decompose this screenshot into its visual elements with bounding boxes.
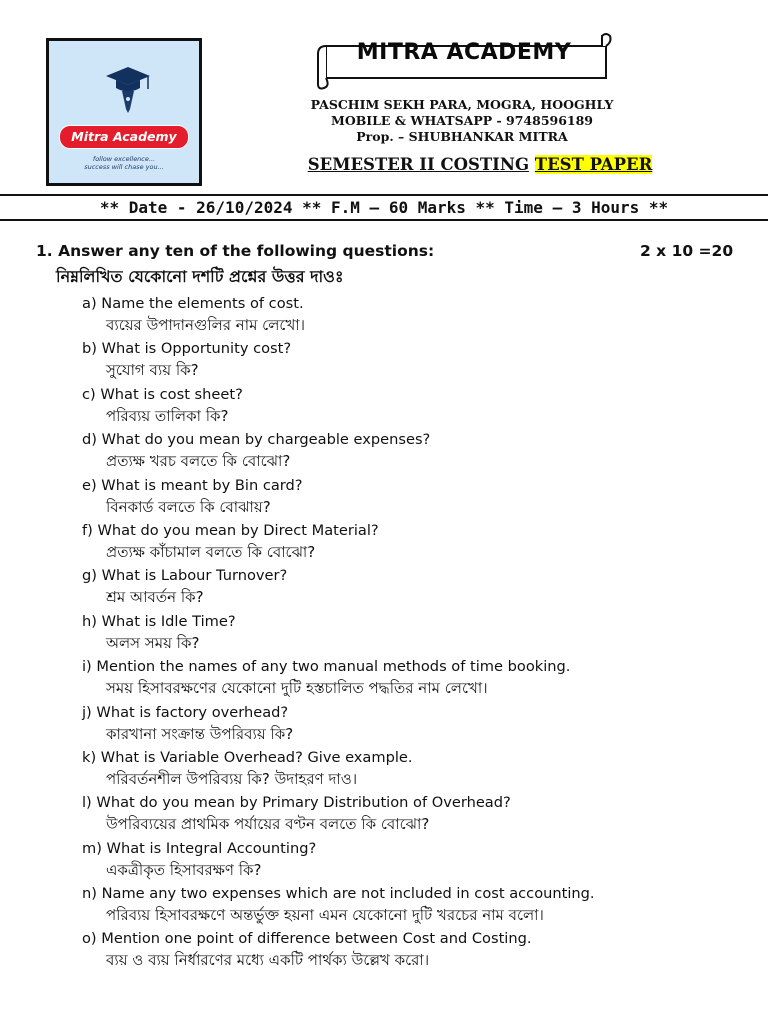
sub-question: [82, 385, 742, 430]
sub-question-english: k) What is Variable Overhead? Give example.: [82, 748, 413, 766]
sub-question-bengali: বিনকার্ড বলতে কি বোঝায়?: [106, 497, 271, 516]
graduation-cap-pen-icon: [104, 65, 152, 115]
sub-question: [82, 339, 742, 384]
sub-question-english: n) Name any two expenses which are not included in cost accounting.: [82, 885, 595, 903]
bottom-divider: [0, 219, 768, 221]
title-scroll-banner: [312, 30, 616, 90]
sub-question-english: c) What is cost sheet?: [82, 385, 243, 403]
sub-question-english: j) What is factory overhead?: [82, 703, 289, 721]
top-divider: [0, 194, 768, 196]
paper-title-highlight: TEST PAPER: [534, 155, 653, 174]
contact-line: MOBILE & WHATSAPP - 9748596189: [331, 113, 593, 128]
sub-question-bengali: সময় হিসাবরক্ষণের যেকোনো দুটি হস্তচালিত পদ্ধতির নাম লেখো।: [106, 679, 488, 698]
sub-question: [82, 430, 742, 475]
sub-question-english: a) Name the elements of cost.: [82, 295, 304, 312]
sub-question: [82, 612, 742, 657]
sub-question: [82, 839, 742, 884]
sub-question-bengali: ব্যয়ের উপাদানগুলির নাম লেখো।: [106, 316, 306, 334]
sub-question-bengali: প্রত্যক্ষ কাঁচামাল বলতে কি বোঝো?: [106, 542, 316, 561]
sub-question-english: b) What is Opportunity cost?: [82, 340, 292, 358]
logo-brand-label: Mitra Academy: [59, 125, 189, 149]
sub-question: [82, 294, 742, 339]
sub-question: [82, 748, 742, 793]
sub-question: [82, 703, 742, 748]
sub-question-bengali: ব্যয় ও ব্যয় নির্ধারণের মধ্যে একটি পার্থক্য উল্লেখ করো।: [106, 951, 430, 970]
question-heading: 1. Answer any ten of the following questions:: [36, 242, 435, 260]
sub-question: [82, 476, 742, 521]
sub-question: [82, 657, 742, 702]
paper-title: [276, 155, 684, 174]
sub-question-bengali: উপরিব্যয়ের প্রাথমিক পর্যায়ের বণ্টন বলতে কি বোঝো?: [106, 815, 430, 834]
sub-question-english: h) What is Idle Time?: [82, 612, 236, 630]
sub-question-english: m) What is Integral Accounting?: [82, 839, 317, 857]
proprietor-line: Prop. – SHUBHANKAR MITRA: [356, 129, 568, 144]
sub-question-english: g) What is Labour Turnover?: [82, 567, 288, 585]
logo-tagline: follow excellence... success will chase you...: [84, 155, 164, 171]
sub-question: [82, 929, 742, 974]
sub-question-bengali: পরিব্যয় তালিকা কি?: [106, 406, 229, 425]
sub-question-english: l) What do you mean by Primary Distribution of Overhead?: [82, 794, 511, 812]
question-heading-bengali: নিম্নলিখিত যেকোনো দশটি প্রশ্নের উত্তর দাওঃ: [56, 267, 344, 286]
address-line: PASCHIM SEKH PARA, MOGRA, HOOGHLY: [310, 97, 614, 112]
sub-question-bengali: একত্রীকৃত হিসাবরক্ষণ কি?: [106, 860, 262, 879]
sub-question-bengali: পরিব্যয় হিসাবরক্ষণে অন্তর্ভুক্ত হয়না এমন যেকোনো দুটি খরচের নাম বলো।: [106, 906, 544, 925]
sub-question-bengali: কারখানা সংক্রান্ত উপরিব্যয় কি?: [106, 724, 294, 743]
sub-question-english: f) What do you mean by Direct Material?: [82, 521, 379, 539]
sub-question-bengali: অলস সময় কি?: [106, 633, 200, 652]
sub-question-bengali: শ্রম আবর্তন কি?: [106, 588, 204, 607]
sub-question-list: [82, 294, 742, 975]
academy-logo: [46, 38, 202, 186]
exam-info-line: ** Date - 26/10/2024 ** F.M – 60 Marks ** Time – 3 Hours **: [99, 198, 669, 217]
paper-title-prefix: SEMESTER II COSTING: [307, 155, 530, 174]
sub-question-english: e) What is meant by Bin card?: [82, 476, 303, 494]
sub-question-english: d) What do you mean by chargeable expenses?: [82, 431, 431, 449]
sub-question-bengali: প্রত্যক্ষ খরচ বলতে কি বোঝো?: [106, 452, 291, 471]
sub-question-english: i) Mention the names of any two manual methods of time booking.: [82, 658, 571, 676]
academy-title: MITRA ACADEMY: [356, 40, 572, 65]
question-marks: 2 x 10 =20: [640, 242, 734, 260]
sub-question: [82, 521, 742, 566]
sub-question: [82, 884, 742, 929]
sub-question: [82, 566, 742, 611]
sub-question-bengali: পরিবর্তনশীল উপরিব্যয় কি? উদাহরণ দাও।: [106, 769, 358, 788]
sub-question-english: o) Mention one point of difference between Cost and Costing.: [82, 930, 532, 948]
sub-question-bengali: সুযোগ ব্যয় কি?: [106, 361, 199, 380]
sub-question: [82, 793, 742, 838]
